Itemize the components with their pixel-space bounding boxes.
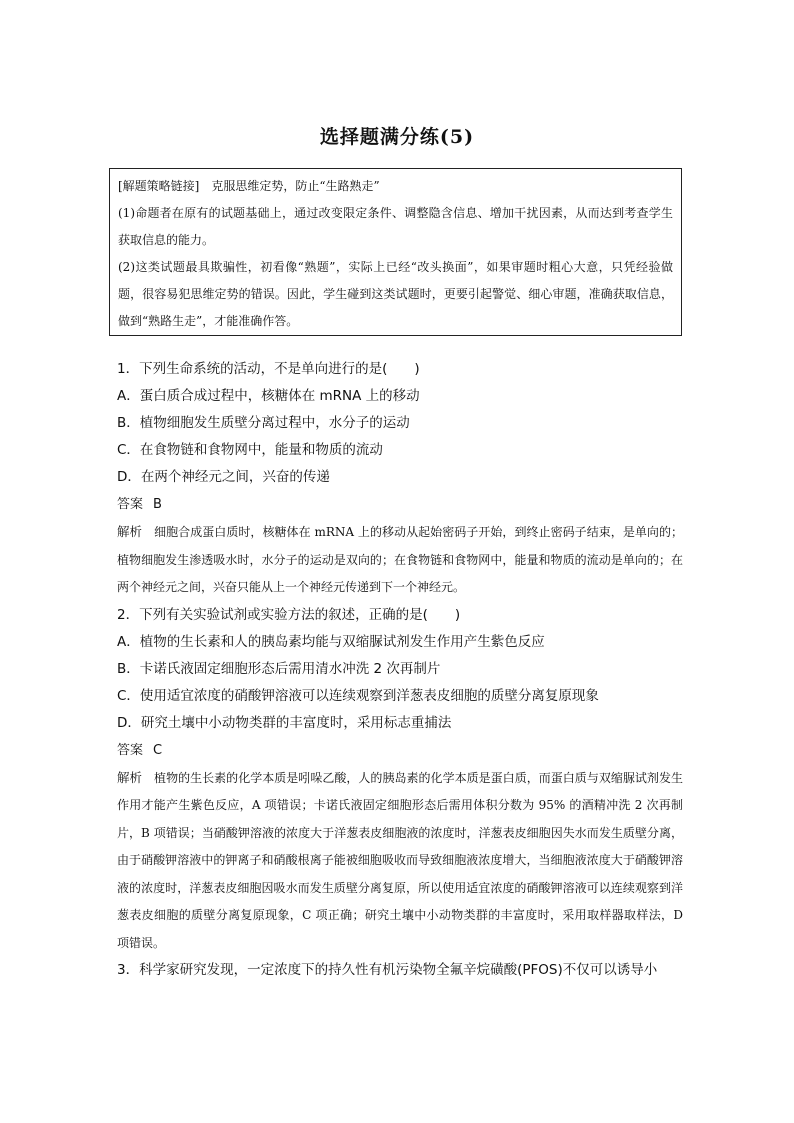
option-a: A．植物的生长素和人的胰岛素均能与双缩脲试剂发生作用产生紫色反应 — [117, 633, 545, 650]
strategy-tip-box — [109, 168, 682, 336]
question-list — [117, 356, 683, 984]
answer-label: 答案 — [117, 497, 144, 512]
tip-header: [解题策略链接] 克服思维定势，防止“生路熟走” — [118, 179, 380, 193]
option-a: A．蛋白质合成过程中，核糖体在 mRNA 上的移动 — [117, 388, 420, 404]
question-3 — [117, 957, 683, 984]
answer-line — [117, 737, 683, 764]
option-c: C．在食物链和食物网中，能量和物质的流动 — [117, 442, 383, 458]
option-d: D．研究土壤中小动物类群的丰富度时，采用标志重捕法 — [117, 714, 452, 731]
question-stem: 3．科学家研究发现，一定浓度下的持久性有机污染物全氟辛烷磺酸(PFOS)不仅可以诱导小 — [117, 962, 658, 978]
question-stem: 2．下列有关实验试剂或实验方法的叙述，正确的是( ) — [117, 606, 461, 623]
answer-line — [117, 491, 683, 518]
option-d: D．在两个神经元之间，兴奋的传递 — [117, 469, 330, 485]
answer-value: C — [153, 742, 163, 758]
explanation — [117, 764, 683, 958]
question-1 — [117, 356, 683, 602]
answer-value: B — [153, 497, 162, 512]
tip-paragraph-1: (1)命题者在原有的试题基础上，通过改变限定条件、调整隐含信息、增加干扰因素，从而达到考查学生获取信息的能力。 — [118, 206, 673, 247]
question-stem: 1．下列生命系统的活动，不是单向进行的是( ) — [117, 361, 420, 377]
answer-label: 答案 — [117, 742, 144, 758]
explanation-label: 解析 — [117, 524, 143, 539]
tip-paragraph-2: (2)这类试题最具欺骗性，初看像“熟题”，实际上已经“改头换面”，如果审题时粗心大意，只凭经验做题，很容易犯思维定势的错误。因此，学生碰到这类试题时，更要引起警觉、细心审题，准确获取信息，做到“熟路生走”，才能准确作答。 — [118, 260, 673, 328]
explanation — [117, 518, 683, 602]
question-2 — [117, 602, 683, 958]
page-title: 选择题满分练(5) — [319, 126, 475, 148]
option-c: C．使用适宜浓度的硝酸钾溶液可以连续观察到洋葱表皮细胞的质壁分离复原现象 — [117, 687, 599, 704]
explanation-text: 植物的生长素的化学本质是吲哚乙酸，人的胰岛素的化学本质是蛋白质，而蛋白质与双缩脲试剂发生作用才能产生紫色反应，A 项错误；卡诺氏液固定细胞形态后需用体积分数为 95% 的酒精冲洗 2 次再制片，B 项错误；当硝酸钾溶液的浓度大于洋葱表皮细胞液的浓度时，洋葱表皮细胞因失水而发生质壁分离，由于硝酸钾溶液中的钾离子和硝酸根离子能被细胞吸收而导致细胞液浓度增大，当细胞液浓度大于硝酸钾溶液的浓度时，洋葱表皮细胞因吸水而发生质壁分离复原，所以使用适宜浓度的硝酸钾溶液可以连续观察到洋葱表皮细胞的质壁分离复原现象，C 项正确；研究土壤中小动物类群的丰富度时，采用取样器取样法，D 项错误。 — [117, 770, 683, 950]
option-b: B．卡诺氏液固定细胞形态后需用清水冲洗 2 次再制片 — [117, 660, 441, 677]
option-b: B．植物细胞发生质壁分离过程中，水分子的运动 — [117, 415, 410, 431]
explanation-label: 解析 — [117, 769, 143, 785]
explanation-text: 细胞合成蛋白质时，核糖体在 mRNA 上的移动从起始密码子开始，到终止密码子结束，是单向的；植物细胞发生渗透吸水时，水分子的运动是双向的；在食物链和食物网中，能量和物质的流动是单向的；在两个神经元之间，兴奋只能从上一个神经元传递到下一个神经元。 — [117, 525, 683, 594]
